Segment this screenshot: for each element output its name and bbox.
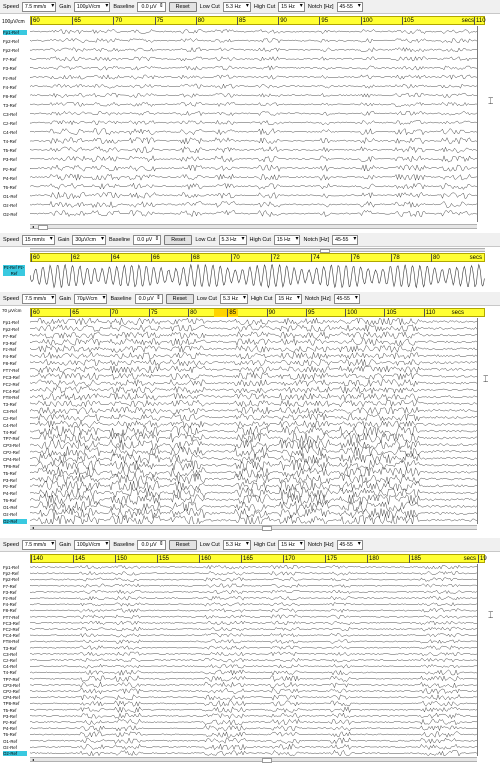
channel-label[interactable]: F3-Ref — [3, 340, 17, 346]
eeg-trace-line — [30, 201, 477, 207]
ruler-tick: 170 — [285, 556, 296, 562]
notch-label: Notch [Hz] — [304, 295, 331, 302]
scroll-left-icon[interactable]: ◂ — [31, 224, 34, 229]
eeg-trace-line — [30, 652, 477, 656]
gain-select[interactable]: 30μV/cm ▾ — [72, 235, 106, 245]
lowcut-select[interactable]: 5.3 Hz ▾ — [223, 540, 251, 550]
baseline-spinner[interactable]: 0.0 μV ⇕ — [133, 235, 161, 245]
eeg-trace-line — [30, 373, 477, 380]
speed-label: Speed — [3, 236, 19, 243]
horizontal-scrollbar[interactable] — [30, 525, 477, 530]
notch-select[interactable]: 45-55 ▾ — [337, 540, 363, 550]
channel-label[interactable]: CP3-Ref — [3, 682, 20, 688]
eeg-trace-line — [30, 713, 477, 719]
eeg-trace-line — [30, 66, 477, 70]
channel-label[interactable]: FC3-Ref — [3, 620, 20, 626]
channel-label[interactable]: F4-Ref — [3, 602, 17, 608]
speed-select[interactable]: 7.5 mm/s ▾ — [22, 2, 56, 12]
notch-select[interactable]: 45-55 ▾ — [337, 2, 363, 12]
eeg-trace-line — [30, 39, 477, 43]
eeg-trace-line — [30, 138, 477, 144]
ruler-tick: 95 — [321, 18, 329, 24]
highcut-label: High Cut — [250, 295, 273, 302]
channel-label[interactable]: C3-Ref — [3, 651, 17, 657]
time-ruler[interactable] — [30, 308, 485, 317]
channel-label[interactable]: O2-Ref — [3, 519, 27, 524]
eeg-trace-line — [30, 325, 477, 332]
eeg-trace-line — [30, 165, 477, 171]
horizontal-scrollbar[interactable] — [30, 224, 477, 229]
ruler-tick: 150 — [117, 556, 128, 562]
eeg-trace-line — [30, 719, 477, 725]
eeg-trace-line — [30, 676, 477, 682]
ruler-end-tick: 110 — [476, 18, 486, 24]
eeg-trace-line — [30, 93, 477, 97]
eeg-trace-line — [30, 633, 477, 637]
ruler-tick: 68 — [193, 255, 200, 261]
notch-label: Notch [Hz] — [307, 541, 334, 548]
channel-label[interactable]: T6-Ref — [3, 732, 17, 738]
eeg-trace-line — [30, 174, 477, 180]
channel-label[interactable]: CP4-Ref — [3, 695, 20, 701]
eeg-trace-line — [30, 565, 477, 569]
eeg-panel-1 — [0, 0, 500, 232]
eeg-trace-line — [30, 318, 477, 325]
toolbar-3 — [0, 292, 500, 306]
ruler-tick: 60 — [33, 18, 40, 24]
panel-right-border — [477, 26, 478, 222]
channel-label[interactable]: FCz-Ref — [3, 381, 20, 387]
eeg-trace-line — [30, 609, 477, 613]
lowcut-label: Low Cut — [195, 236, 216, 243]
channel-label[interactable]: Fz-Ref — [3, 596, 17, 601]
ruler-end-tick: 19 — [480, 556, 487, 562]
lowcut-label: Low Cut — [196, 295, 217, 302]
channel-label[interactable]: Pz-Ref — [3, 484, 17, 490]
notch-select[interactable]: 45-55 ▾ — [332, 235, 358, 245]
eeg-trace-line — [30, 210, 477, 216]
eeg-trace-line — [30, 393, 477, 400]
eeg-panel-4 — [0, 538, 500, 772]
channel-label[interactable]: T4-Ref — [3, 429, 17, 435]
ruler-tick: 85 — [229, 310, 237, 316]
horizontal-scrollbar[interactable] — [30, 757, 477, 762]
channel-label[interactable]: F7-Ref — [3, 57, 17, 63]
channel-label[interactable]: FC4-Ref — [3, 633, 20, 639]
eeg-trace-line — [30, 359, 477, 366]
eeg-trace-line — [30, 111, 477, 115]
channel-label[interactable]: FT7-Ref — [3, 367, 20, 373]
notch-label: Notch [Hz] — [307, 3, 334, 10]
ruler-tick: 105 — [386, 310, 397, 316]
lowcut-select[interactable]: 5.3 Hz ▾ — [223, 2, 251, 12]
channel-label[interactable]: F3-Ref — [3, 589, 17, 595]
scroll-left-icon[interactable]: ◂ — [31, 525, 34, 530]
eeg-trace-line — [30, 386, 477, 393]
ruler-tick: 80 — [190, 310, 197, 316]
gain-label: Gain — [57, 236, 70, 243]
lowcut-select[interactable]: 5.3 Hz ▾ — [220, 294, 248, 304]
ruler-tick: 65 — [72, 310, 79, 316]
eeg-panel-3 — [0, 292, 500, 532]
eeg-trace-line — [30, 366, 477, 373]
eeg-trace-pz — [30, 262, 485, 290]
ruler-tick: 76 — [353, 255, 360, 261]
speed-label: Speed — [3, 295, 19, 302]
eeg-trace-line — [30, 421, 477, 428]
channel-label[interactable]: TP8-Ref — [3, 463, 20, 469]
channel-label[interactable]: F4-Ref — [3, 354, 17, 360]
eeg-trace-line — [30, 732, 477, 738]
toolbar-2 — [0, 233, 500, 247]
lowcut-select[interactable]: 5.3 Hz ▾ — [219, 235, 247, 245]
channel-label[interactable]: Fpz-Ref — [3, 571, 19, 577]
channel-label[interactable]: CP3-Ref — [3, 443, 20, 449]
ruler-tick: 66 — [153, 255, 160, 261]
speed-select[interactable]: 15 mm/s ▾ — [22, 235, 55, 245]
channel-label[interactable]: P3-Ref — [3, 477, 17, 483]
highcut-select[interactable]: 15 Hz ▾ — [278, 2, 305, 12]
eeg-traces — [30, 27, 477, 219]
lowcut-label: Low Cut — [199, 3, 220, 10]
toolbar-1 — [0, 0, 500, 14]
eeg-trace-line — [30, 695, 477, 701]
channel-label[interactable]: C4-Ref — [3, 130, 17, 136]
channel-label[interactable]: O1-Ref — [3, 193, 18, 199]
highcut-label: High Cut — [253, 3, 276, 10]
channel-label[interactable]: Fz-Ref — [3, 75, 17, 81]
ruler-tick: 70 — [233, 255, 240, 261]
highcut-label: High Cut — [253, 541, 276, 548]
gain-label: Gain — [59, 3, 71, 10]
eeg-trace-line — [30, 400, 477, 407]
channel-label[interactable]: P4-Ref — [3, 491, 17, 497]
eeg-trace-line — [30, 750, 477, 756]
highcut-label: High Cut — [249, 236, 271, 243]
text-cursor-icon: ⌶ — [483, 374, 489, 384]
eeg-trace-line — [30, 380, 477, 387]
channel-label[interactable]: O2-Ref — [3, 212, 18, 217]
channel-label[interactable]: Oz-Ref — [3, 744, 17, 750]
eeg-trace-line — [30, 426, 477, 436]
ruler-tick: 175 — [327, 556, 338, 562]
channel-label[interactable]: TP8-Ref — [3, 701, 20, 707]
ruler-tick: 90 — [268, 310, 276, 316]
eeg-trace-line — [30, 339, 477, 346]
notch-select[interactable]: 45-55 ▾ — [334, 294, 360, 304]
ruler-tick: 60 — [33, 255, 40, 261]
channel-label[interactable]: Fp2-Ref — [3, 48, 19, 54]
baseline-label: Baseline — [110, 295, 132, 302]
eeg-trace-line — [30, 467, 477, 477]
eeg-trace-line — [30, 664, 477, 668]
eeg-trace-line — [30, 332, 477, 339]
channel-label[interactable]: T4-Ref — [3, 139, 17, 145]
channel-label[interactable]: T3-Ref — [3, 402, 17, 408]
eeg-trace-line — [30, 615, 477, 619]
channel-label[interactable]: Fp1-Ref — [3, 30, 27, 35]
reset-button[interactable]: Reset — [164, 235, 192, 245]
ruler-tick: 80 — [197, 18, 205, 24]
eeg-trace-line — [30, 584, 477, 588]
ruler-tick: 70 — [111, 310, 119, 316]
eeg-trace-line — [30, 670, 477, 676]
ruler-tick: 100 — [362, 18, 373, 24]
eeg-trace-line — [30, 640, 477, 644]
eeg-trace-line — [30, 102, 477, 106]
channel-label[interactable]: P4-Ref — [3, 175, 17, 181]
eeg-trace-line — [30, 447, 477, 457]
channel-label[interactable]: O1-Ref — [3, 504, 18, 510]
eeg-trace-line — [30, 688, 477, 694]
channel-label[interactable]: F3-Ref — [3, 66, 17, 72]
channel-label[interactable]: C4-Ref — [3, 422, 17, 428]
channel-label[interactable]: F7-Ref — [3, 583, 17, 589]
channel-label[interactable]: P4-Ref — [3, 726, 17, 732]
channel-label[interactable]: Fp2-Ref — [3, 39, 19, 45]
gain-marker: 100μV/cm — [2, 19, 25, 25]
eeg-trace-line — [30, 744, 477, 750]
eeg-trace-line — [30, 407, 477, 414]
highcut-select[interactable]: 15 Hz ▾ — [278, 540, 305, 550]
speed-select[interactable]: 7.5 mm/s ▾ — [22, 294, 56, 304]
eeg-trace-line — [30, 192, 477, 198]
speed-label: Speed — [3, 3, 19, 10]
channel-label[interactable]: T5-Ref — [3, 470, 17, 476]
reset-button[interactable]: Reset — [169, 2, 197, 12]
channel-label[interactable]: O1-Ref — [3, 738, 18, 744]
channel-label[interactable]: Pz-Ref — [3, 166, 17, 172]
eeg-trace-line — [30, 453, 477, 463]
eeg-panel-2 — [0, 233, 500, 291]
channel-label[interactable]: FT8-Ref — [3, 639, 20, 645]
channel-label[interactable]: F7-Ref — [3, 333, 17, 339]
eeg-trace-line — [30, 738, 477, 744]
gain-marker: 70 μV/cm — [2, 308, 22, 313]
ruler-tick: 155 — [159, 556, 170, 562]
channel-label[interactable]: FC4-Ref — [3, 388, 20, 394]
eeg-trace-line — [30, 84, 477, 88]
eeg-trace-line — [30, 129, 477, 135]
eeg-trace-line — [30, 682, 477, 688]
highcut-select[interactable]: 15 Hz ▾ — [274, 235, 301, 245]
eeg-trace-line — [30, 571, 477, 575]
channel-label[interactable]: T4-Ref — [3, 670, 17, 676]
channel-label[interactable]: Fp2-Ref — [3, 577, 19, 583]
baseline-label: Baseline — [109, 236, 131, 243]
eeg-trace-line — [30, 646, 477, 650]
eeg-trace-line — [30, 264, 484, 287]
gain-label: Gain — [59, 295, 71, 302]
baseline-label: Baseline — [113, 541, 135, 548]
eeg-trace-line — [30, 658, 477, 662]
baseline-spinner[interactable]: 0.0 μV ⇕ — [137, 2, 165, 12]
baseline-spinner[interactable]: 0.0 μV ⇕ — [135, 294, 163, 304]
notch-label: Notch [Hz] — [303, 236, 330, 243]
ruler-tick: 70 — [115, 18, 123, 24]
channel-label[interactable]: T6-Ref — [3, 498, 17, 504]
eeg-trace-line — [30, 156, 477, 162]
eeg-trace-line — [30, 627, 477, 631]
baseline-spinner[interactable]: 0.0 μV ⇕ — [137, 540, 165, 550]
eeg-trace-line — [30, 48, 477, 52]
ruler-tick: 180 — [369, 556, 380, 562]
eeg-trace-line — [30, 345, 477, 352]
ruler-tick: 80 — [433, 255, 440, 261]
channel-label[interactable]: Pz-Ref — [3, 720, 17, 725]
ruler-tick: 145 — [75, 556, 86, 562]
gain-select[interactable]: 100μV/cm ▾ — [74, 540, 110, 550]
panel-right-border — [477, 318, 478, 524]
highcut-select[interactable]: 15 Hz ▾ — [275, 294, 302, 304]
channel-label[interactable]: T6-Ref — [3, 184, 17, 190]
eeg-trace-line — [30, 183, 477, 189]
channel-label[interactable]: CPz-Ref — [3, 450, 20, 456]
channel-label[interactable]: Fz-Ref — [3, 347, 17, 353]
channel-label[interactable]: CP4-Ref — [3, 457, 20, 462]
ruler-tick: 64 — [113, 255, 120, 261]
channel-label[interactable]: F4-Ref — [3, 84, 17, 90]
scroll-thumb[interactable] — [38, 225, 48, 230]
lowcut-label: Low Cut — [199, 541, 220, 548]
channel-label[interactable]: CPz-Ref — [3, 689, 20, 694]
ruler-tick: 140 — [33, 556, 44, 562]
eeg-trace-line — [30, 701, 477, 707]
ruler-tick: 90 — [280, 18, 287, 24]
ruler-tick: 185 — [411, 556, 422, 562]
time-ruler[interactable] — [30, 554, 485, 563]
channel-label[interactable]: P3-Ref — [3, 713, 17, 719]
ruler-tick: 74 — [313, 255, 320, 261]
ruler-tick: 72 — [273, 255, 280, 261]
channel-label[interactable]: C3-Ref — [3, 409, 17, 415]
channel-label[interactable]: FC3-Ref — [3, 374, 20, 380]
ruler-tick: 75 — [156, 18, 164, 24]
channel-label[interactable]: FCz-Ref — [3, 627, 20, 632]
eeg-trace-line — [30, 120, 477, 124]
ruler-secs-label: secs — [469, 255, 482, 261]
speed-select[interactable]: 7.5 mm/s ▾ — [22, 540, 56, 550]
eeg-trace-line — [30, 596, 477, 600]
channel-label[interactable]: T3-Ref — [3, 645, 17, 651]
eeg-traces — [30, 564, 477, 756]
ruler-tick: 75 — [150, 310, 158, 316]
ruler-tick: 160 — [201, 556, 212, 562]
channel-label[interactable]: T5-Ref — [3, 707, 17, 713]
scroll-thumb[interactable] — [262, 526, 272, 531]
eeg-trace-line — [30, 590, 477, 594]
eeg-trace-line — [30, 603, 477, 607]
channel-label[interactable]: F8-Ref — [3, 361, 17, 367]
channel-label[interactable]: FT7-Ref — [3, 614, 20, 620]
eeg-trace-line — [30, 501, 477, 511]
eeg-trace-line — [30, 725, 477, 731]
eeg-trace-line — [30, 147, 477, 153]
eeg-trace-line — [30, 707, 477, 713]
ruler-tick: 165 — [243, 556, 254, 562]
eeg-trace-line — [30, 578, 477, 582]
channel-label-pz[interactable]: Pz-Ref Pz-Ref — [3, 265, 25, 276]
channel-label[interactable]: Fp1-Ref — [3, 320, 19, 325]
gain-select[interactable]: 100μV/cm ▾ — [74, 2, 110, 12]
channel-label[interactable]: F8-Ref — [3, 608, 17, 614]
eeg-trace-line — [30, 352, 477, 359]
ruler-tick: 105 — [403, 18, 414, 24]
ruler-secs-label: secs — [461, 18, 474, 24]
gain-label: Gain — [59, 541, 71, 548]
channel-label[interactable]: Oz-Ref — [3, 202, 17, 208]
speed-label: Speed — [3, 541, 19, 548]
channel-label[interactable]: Fp1-Ref — [3, 565, 19, 570]
time-ruler[interactable] — [30, 253, 485, 262]
channel-label[interactable]: P3-Ref — [3, 157, 17, 163]
channel-label[interactable]: Cz-Ref — [3, 658, 17, 663]
eeg-trace-line — [30, 440, 477, 450]
eeg-trace-line — [30, 508, 477, 518]
time-ruler[interactable] — [30, 16, 485, 25]
ruler-tick: 60 — [33, 310, 40, 316]
channel-label[interactable]: T5-Ref — [3, 148, 17, 154]
channel-label[interactable]: Fp2-Ref — [3, 326, 19, 332]
eeg-trace-line — [30, 75, 477, 79]
ruler-tick: 65 — [74, 18, 81, 24]
ruler-tick: 110 — [425, 310, 436, 316]
scroll-left-icon[interactable]: ◂ — [31, 757, 34, 762]
gain-select[interactable]: 70μV/cm ▾ — [74, 294, 108, 304]
channel-label[interactable]: T3-Ref — [3, 102, 17, 108]
ruler-tick: 62 — [73, 255, 80, 261]
eeg-trace-line — [30, 29, 477, 33]
eeg-trace-line — [30, 57, 477, 61]
reset-button[interactable]: Reset — [169, 540, 197, 550]
reset-button[interactable]: Reset — [166, 294, 194, 304]
channel-label[interactable]: FT8-Ref — [3, 395, 20, 401]
channel-label[interactable]: C4-Ref — [3, 664, 17, 670]
panel-right-border — [477, 564, 478, 756]
top-scrollbar[interactable] — [30, 248, 485, 252]
text-cursor-icon: ⌶ — [488, 96, 494, 106]
ruler-tick: 78 — [393, 255, 400, 261]
ruler-tick: 100 — [347, 310, 358, 316]
toolbar-4 — [0, 538, 500, 552]
eeg-trace-line — [30, 621, 477, 625]
text-cursor-icon: ⌶ — [488, 610, 494, 620]
ruler-tick: 95 — [307, 310, 315, 316]
ruler-tick: 85 — [239, 18, 246, 24]
eeg-trace-line — [30, 433, 477, 443]
channel-label[interactable]: F8-Ref — [3, 93, 17, 99]
ruler-secs-label: secs — [451, 310, 464, 316]
channel-label[interactable]: C3-Ref — [3, 111, 17, 117]
eeg-trace-line — [30, 414, 477, 421]
baseline-label: Baseline — [113, 3, 135, 10]
ruler-secs-label: secs — [463, 556, 476, 562]
channel-label[interactable]: Cz-Ref — [3, 121, 17, 126]
channel-label[interactable]: O2-Ref — [3, 751, 27, 756]
eeg-traces — [30, 318, 477, 524]
channel-label[interactable]: TP7-Ref — [3, 436, 20, 442]
channel-label[interactable]: Oz-Ref — [3, 511, 17, 517]
channel-label[interactable]: Cz-Ref — [3, 415, 17, 421]
eeg-trace-line — [30, 481, 477, 491]
channel-label[interactable]: TP7-Ref — [3, 676, 20, 682]
scroll-thumb[interactable] — [262, 758, 272, 763]
